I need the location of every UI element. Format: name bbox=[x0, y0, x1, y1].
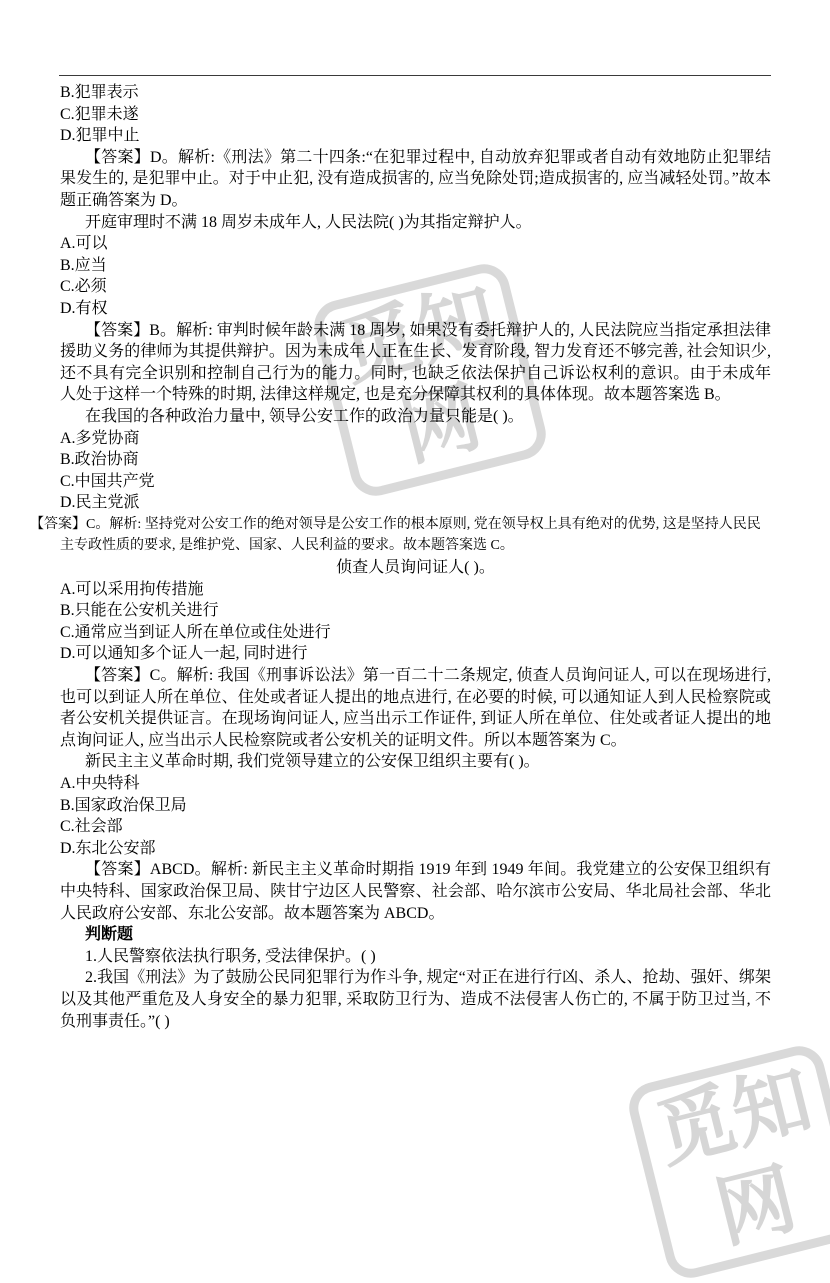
option-line: B.政治协商 bbox=[60, 451, 139, 469]
document-body bbox=[30, 82, 771, 1032]
watermark-logo-corner: 觅知网 bbox=[624, 1041, 830, 1283]
answer-paragraph: 【答案】ABCD。解析: 新民主主义革命时期指 1919 年到 1949 年间。我党建立的公安保卫组织有中央特科、国家政治保卫局、陕甘宁边区人民警察、社会部、哈尔滨市公安局、华北局社会部、华北人民政府公安部、东北公安部。故本题答案为 ABCD。 bbox=[60, 861, 771, 922]
option-line: A.中央特科 bbox=[60, 775, 140, 792]
option-line: C.必须 bbox=[60, 278, 107, 296]
answer-paragraph: 【答案】B。解析: 审判时候年龄未满 18 周岁, 如果没有委托辩护人的, 人民法院应当指定承担法律援助义务的律师为其提供辩护。因为未成年人正在生长、发育阶段, 智力发育还不够完善, 社会知识少, 还不具有完全识别和控制自己行为的能力。同时, 也缺乏依法保护自己诉讼权利的意识。由于未成年人处于这样一个特殊的时期, 法律这样规定, 也是充分保障其权利的具体体现。故本题答案选 B。 bbox=[60, 321, 771, 404]
option-line: A.可以 bbox=[60, 235, 108, 253]
option-line: D.可以通知多个证人一起, 同时进行 bbox=[60, 645, 308, 663]
question-line: 在我国的各种政治力量中, 领导公安工作的政治力量只能是( )。 bbox=[85, 407, 524, 425]
option-line: D.犯罪中止 bbox=[60, 127, 140, 145]
section-heading: 判断题 bbox=[85, 926, 134, 944]
option-line: B.应当 bbox=[60, 256, 107, 274]
answer-paragraph: 【答案】C。解析: 我国《刑事诉讼法》第一百二十二条规定, 侦查人员询问证人, 可以在现场进行, 也可以到证人所在单位、住处或者证人提出的地点进行, 在必要的时候, 可以通知证人到人民检察院或者公安机关提供证言。在现场询问证人, 应当出示工作证件, 到证人所在单位、住处或者证人提出的地点询问证人, 应当出示人民检察院或者公安机关的证明文件。所以本题答案为 C。 bbox=[60, 667, 771, 749]
option-line: B.只能在公安机关进行 bbox=[60, 602, 219, 620]
option-line: C.通常应当到证人所在单位或住处进行 bbox=[60, 623, 331, 641]
option-line: D.有权 bbox=[60, 299, 108, 317]
option-line: A.可以采用拘传措施 bbox=[60, 580, 204, 598]
option-line: D.东北公安部 bbox=[60, 839, 156, 857]
option-line: C.中国共产党 bbox=[60, 472, 155, 490]
judgment-item: 1.人民警察依法执行职务, 受法律保护。( ) bbox=[85, 947, 376, 965]
option-line: C.社会部 bbox=[60, 818, 123, 836]
option-line: B.国家政治保卫局 bbox=[60, 796, 187, 814]
option-line: B.犯罪表示 bbox=[60, 84, 139, 101]
option-line: C.犯罪未遂 bbox=[60, 105, 139, 123]
answer-paragraph: 【答案】D。解析:《刑法》第二十四条:“在犯罪过程中, 自动放弃犯罪或者自动有效地防止犯罪结果发生的, 是犯罪中止。对于中止犯, 没有造成损害的, 应当免除处罚;造成损害的, 应当减轻处罚。”故本题正确答案为 D。 bbox=[60, 148, 771, 209]
option-line: D.民主党派 bbox=[60, 494, 140, 512]
header-rule bbox=[59, 75, 771, 76]
option-line: A.多党协商 bbox=[60, 429, 140, 447]
answer-paragraph: 【答案】C。解析: 坚持党对公安工作的绝对领导是公安工作的根本原则, 党在领导权上具有绝对的优势, 这是坚持人民民主专政性质的要求, 是维护党、国家、人民利益的要求。故本题答案选 C。 bbox=[30, 516, 761, 554]
watermark-logo: 觅知网 bbox=[309, 259, 551, 501]
question-line: 新民主主义革命时期, 我们党领导建立的公安保卫组织主要有( )。 bbox=[85, 753, 540, 771]
question-line: 侦查人员询问证人( )。 bbox=[336, 559, 495, 577]
judgment-item: 2.我国《刑法》为了鼓励公民同犯罪行为作斗争, 规定“对正在进行行凶、杀人、抢劫、强奸、绑架以及其他严重危及人身安全的暴力犯罪, 采取防卫行为、造成不法侵害人伤亡的, 不属于防卫过当, 不负刑事责任。”( ) bbox=[60, 969, 771, 1030]
question-line: 开庭审理时不满 18 周岁未成年人, 人民法院( )为其指定辩护人。 bbox=[85, 213, 532, 231]
